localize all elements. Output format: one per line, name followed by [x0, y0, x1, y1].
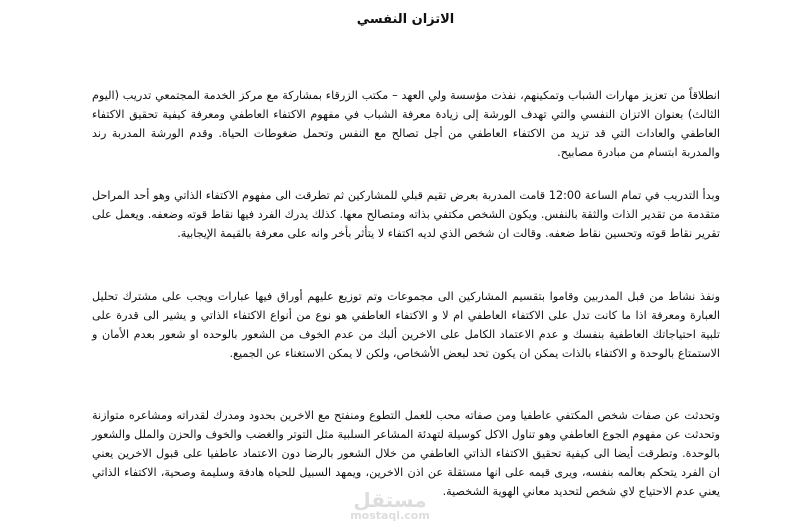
watermark-latin: mostaql.com	[350, 509, 430, 522]
paragraph-traits: وتحدثت عن صفات شخص المكتفي عاطفيا ومن صفاته محب للعمل التطوع ومنفتح مع الاخرين بحدود ومدرك لقدراته ومشاعره متوازنة وتحدثت عن مفهوم الجوع العاطفي وهو تناول الاكل كوسيلة لتهدئة المشاعر السلبية مثل التوتر والغضب والخوف والحزن والملل والشعور بالوحدة. وتطرقت أيضا الى كيفية تحقيق الاكتفاء الذاتي العاطفي من خلال الشعور بالرضا دون الاعتماد عاطفيا على قبول الاخرين يعني ان الفرد يتحكم بعالمه بنفسه، ويرى قيمه على انها مستقلة عن اذن الاخرين، ويمهد السبيل للحياه هادفة وسليمة وصحية، الاكتفاء الذاتي يعني عدم الاحتياج لاي شخص لتحديد معاني الهوية الشخصية.	[92, 409, 720, 498]
watermark-arabic: مستقل	[353, 488, 427, 512]
paragraph-intro: انطلاقاً من تعزيز مهارات الشباب وتمكينهم، نفذت مؤسسة ولي العهد – مكتب الزرقاء بمشاركة مع مركز الخدمة المجتمعي تدريب (اليوم الثالث) بعنوان الاتزان النفسي والتي تهدف الورشة إلى زيادة معرفة الشباب في مفهوم الاكتفاء العاطفي ومعرفة كيفية تحقيق الاكتفاء العاطفي والعادات التي قد تزيد من الاكتفاء العاطفي من أجل تصالح مع النفس وتحمل ضغوطات الحياة. وقدم الورشة المدربة رند والمدربة ابتسام من مبادرة مصابيح.	[92, 89, 720, 159]
paragraph-training-start: وبدأ التدريب في تمام الساعة 12:00 قامت المدربة بعرض تقيم قبلي للمشاركين ثم تطرقت الى مفهوم الاكتفاء الذاتي وهو أحد المراحل متقدمة من تقدير الذات والثقة بالنفس. ويكون الشخص مكتفي بذاته ومتصالح معها. كذلك يدرك الفرد فيها نقاط قوته وضعفه. ويعمل على تقرير نقاط قوته وتحسين نقاط ضعفه. وقالت ان شخص الذي لديه اكتفاء لا يتأثر بأخر وانه على معرفة بالقيمة الإيجابية.	[92, 189, 720, 240]
page-title: الاتزان النفسي	[356, 12, 455, 27]
paragraph-activity: ونفذ نشاط من قبل المدربين وقاموا بتقسيم المشاركين الى مجموعات وتم توزيع عليهم أوراق فيها عبارات ويجب على مشترك تحليل العبارة ومعرفة اذا ما كانت تدل على الاكتفاء العاطفي ام لا و الاكتفاء العاطفي هو نوع من أنواع الاكتفاء الذاتي و يشير الى قدرة على تلبية احتياجاتك العاطفية بنفسك و عدم الاعتماد الكامل على الاخرين ألبك من عدم الخوف من الشعور بالوحده او شعور بعدم الأمان و الاستمتاع بالوحدة و الاكتفاء بالذات يمكن ان يكون تحد لبعض الأشخاص، ولكن لا يمكن الاستغناء عن الجميع.	[92, 290, 720, 360]
